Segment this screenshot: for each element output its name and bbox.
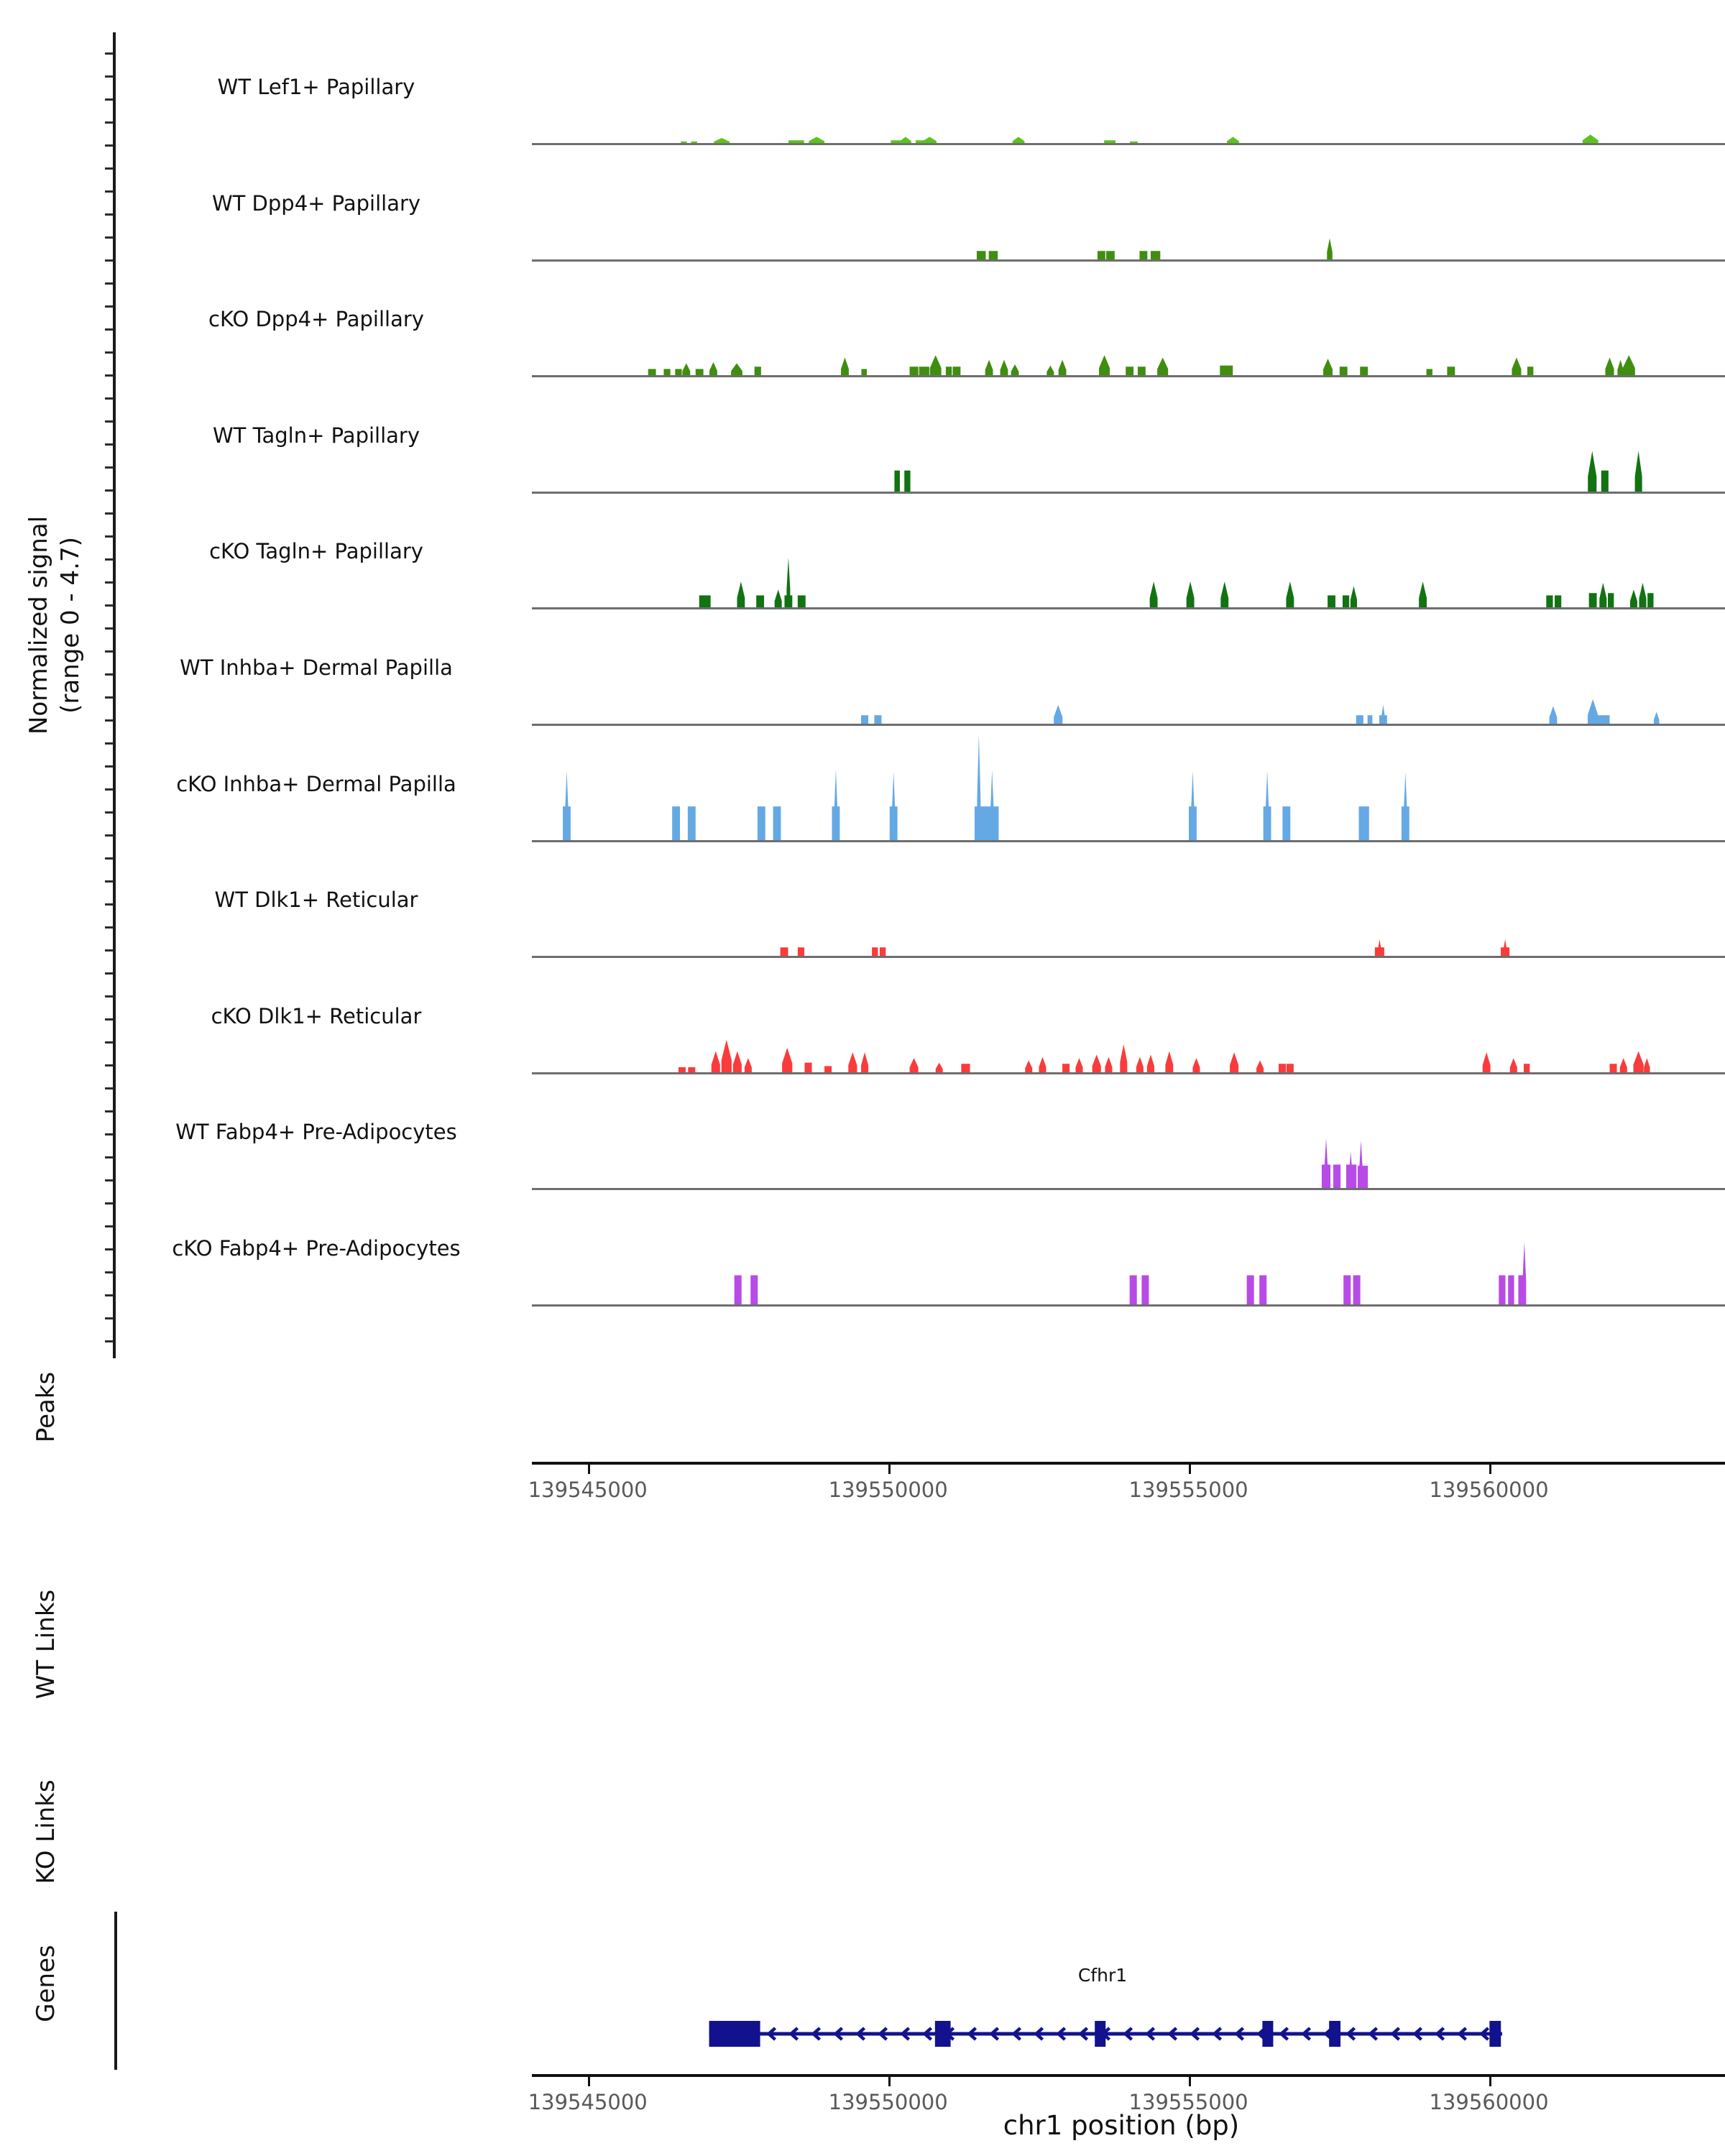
x-axis-tick-label: 139560000 bbox=[1429, 1478, 1549, 1502]
signal-peak bbox=[1025, 1060, 1032, 1073]
signal-peak bbox=[985, 360, 993, 376]
signal-peak bbox=[1059, 360, 1067, 376]
y-axis-tick bbox=[105, 581, 114, 584]
x-axis-tick bbox=[888, 1465, 891, 1474]
y-axis-tick bbox=[105, 1317, 114, 1319]
y-axis-tick bbox=[105, 1133, 114, 1135]
y-axis-tick bbox=[105, 558, 114, 561]
signal-peak bbox=[1617, 360, 1623, 376]
gene-exon bbox=[1489, 2021, 1501, 2047]
coverage-signal-wt-dlk1-reticular bbox=[532, 849, 1725, 957]
signal-peak bbox=[672, 806, 680, 841]
section-label-ko-links: KO Links bbox=[32, 1779, 60, 1884]
signal-peak bbox=[722, 1040, 732, 1073]
y-axis-tick bbox=[105, 811, 114, 814]
signal-peak bbox=[1266, 770, 1269, 840]
section-label-genes: Genes bbox=[32, 1945, 60, 2022]
track-label-wt-inhba-dermal-papilla: WT Inhba+ Dermal Papilla bbox=[180, 655, 453, 680]
y-axis-label-line1: Normalized signal bbox=[24, 515, 53, 735]
signal-peak bbox=[1256, 1060, 1264, 1073]
signal-peak bbox=[782, 1048, 792, 1073]
y-axis-tick bbox=[105, 213, 114, 216]
signal-peak bbox=[1588, 451, 1596, 492]
y-axis-tick bbox=[105, 857, 114, 860]
signal-peak bbox=[1130, 1276, 1137, 1305]
y-axis-tick bbox=[105, 1294, 114, 1296]
signal-peak bbox=[1136, 1056, 1144, 1072]
signal-peak bbox=[1092, 1054, 1101, 1073]
signal-peak bbox=[1343, 1276, 1351, 1305]
signal-peak bbox=[1359, 1141, 1363, 1189]
track-label-wt-lef1-papillary: WT Lef1+ Papillary bbox=[217, 75, 415, 99]
signal-peak bbox=[1508, 1276, 1514, 1305]
x-axis-tick bbox=[588, 1465, 590, 1474]
x-axis-tick bbox=[1189, 2077, 1191, 2086]
signal-peak bbox=[1187, 582, 1195, 609]
coverage-signal-cko-dpp4-papillary bbox=[532, 268, 1725, 376]
signal-peak bbox=[1419, 582, 1427, 609]
signal-peak bbox=[735, 1276, 742, 1305]
signal-peak bbox=[1635, 451, 1642, 492]
signal-peak bbox=[1644, 1058, 1650, 1073]
y-axis-tick bbox=[105, 719, 114, 722]
y-axis-tick bbox=[105, 1041, 114, 1044]
signal-peak bbox=[1634, 1051, 1644, 1072]
signal-peak bbox=[1327, 238, 1333, 259]
signal-peak bbox=[1404, 772, 1407, 841]
track-baseline bbox=[532, 607, 1725, 609]
x-axis-title: chr1 position (bp) bbox=[1003, 2110, 1240, 2141]
signal-peak bbox=[1381, 705, 1385, 724]
y-axis-tick bbox=[105, 788, 114, 791]
signal-peak bbox=[861, 1052, 868, 1073]
signal-peak bbox=[1343, 596, 1349, 609]
signal-peak bbox=[1286, 582, 1294, 609]
section-label-peaks: Peaks bbox=[32, 1371, 60, 1443]
signal-peak bbox=[1351, 586, 1357, 608]
signal-peak bbox=[1349, 1152, 1353, 1189]
y-axis-tick bbox=[105, 397, 114, 400]
signal-peak bbox=[758, 806, 765, 841]
y-axis-tick bbox=[105, 305, 114, 308]
track-label-cko-tagln-papillary: cKO Tagln+ Papillary bbox=[209, 539, 423, 564]
signal-peak bbox=[990, 770, 994, 841]
signal-peak bbox=[709, 362, 717, 376]
signal-peak bbox=[1054, 705, 1062, 724]
signal-peak bbox=[1105, 1056, 1112, 1072]
y-axis-tick bbox=[105, 75, 114, 78]
y-axis-tick bbox=[105, 742, 114, 745]
coverage-signal-cko-dlk1-reticular bbox=[532, 965, 1725, 1073]
signal-peak bbox=[841, 358, 849, 377]
signal-peak bbox=[1654, 711, 1660, 724]
y-axis-tick bbox=[105, 190, 114, 193]
y-axis-tick bbox=[105, 1248, 114, 1250]
signal-y-axis-spine bbox=[113, 32, 116, 1358]
coverage-signal-cko-fabp4-pre-adipocytes bbox=[532, 1197, 1725, 1305]
signal-peak bbox=[565, 770, 569, 840]
signal-peak bbox=[1157, 358, 1168, 377]
signal-peak bbox=[1620, 1058, 1627, 1073]
track-label-wt-fabp4-pre-adipocytes: WT Fabp4+ Pre-Adipocytes bbox=[175, 1120, 457, 1145]
track-baseline bbox=[532, 724, 1725, 726]
coverage-signal-wt-dpp4-papillary bbox=[532, 152, 1725, 260]
coverage-signal-cko-inhba-dermal-papilla bbox=[532, 733, 1725, 841]
track-label-cko-inhba-dermal-papilla: cKO Inhba+ Dermal Papilla bbox=[176, 771, 456, 796]
y-axis-tick bbox=[105, 903, 114, 906]
signal-peak bbox=[1588, 699, 1598, 724]
track-label-cko-dlk1-reticular: cKO Dlk1+ Reticular bbox=[211, 1003, 422, 1028]
coverage-signal-wt-fabp4-pre-adipocytes bbox=[532, 1081, 1725, 1189]
y-axis-tick bbox=[105, 466, 114, 469]
signal-peak bbox=[1601, 470, 1609, 492]
y-axis-tick bbox=[105, 673, 114, 676]
y-axis-tick bbox=[105, 98, 114, 101]
signal-peak bbox=[786, 558, 790, 608]
track-label-cko-dpp4-papillary: cKO Dpp4+ Papillary bbox=[208, 307, 424, 332]
track-baseline bbox=[532, 259, 1725, 262]
signal-peak bbox=[910, 1058, 919, 1073]
signal-peak bbox=[1046, 366, 1054, 376]
signal-peak bbox=[1220, 582, 1228, 609]
y-axis-tick bbox=[105, 1156, 114, 1158]
y-axis-label-line2: (range 0 - 4.7) bbox=[56, 537, 85, 714]
x-axis-tick-label: 139550000 bbox=[828, 2090, 948, 2114]
signal-peak bbox=[1230, 1052, 1238, 1073]
signal-peak bbox=[1499, 1276, 1505, 1305]
signal-peak bbox=[936, 1062, 943, 1072]
y-axis-tick bbox=[105, 351, 114, 354]
signal-peak bbox=[1191, 770, 1195, 840]
signal-peak bbox=[712, 1051, 720, 1072]
signal-peak bbox=[894, 470, 900, 492]
y-axis-tick bbox=[105, 972, 114, 975]
gene-exon bbox=[1262, 2021, 1273, 2047]
signal-peak bbox=[688, 806, 696, 841]
y-axis-tick bbox=[105, 949, 114, 952]
signal-peak bbox=[1147, 1054, 1154, 1073]
x-axis-tick-label: 139545000 bbox=[528, 1478, 648, 1502]
y-axis-tick bbox=[105, 1110, 114, 1112]
y-axis-tick bbox=[105, 535, 114, 538]
y-axis-tick bbox=[105, 604, 114, 607]
signal-peak bbox=[1165, 1051, 1173, 1072]
y-axis-tick bbox=[105, 489, 114, 492]
signal-peak bbox=[1512, 358, 1521, 377]
track-baseline bbox=[532, 1188, 1725, 1190]
y-axis-tick bbox=[105, 1087, 114, 1089]
track-baseline bbox=[532, 1304, 1725, 1307]
signal-peak bbox=[1639, 583, 1646, 608]
signal-peak bbox=[1546, 596, 1552, 609]
x-axis-tick-label: 139555000 bbox=[1128, 1478, 1248, 1502]
signal-peak bbox=[756, 596, 764, 609]
y-axis-tick bbox=[105, 512, 114, 515]
signal-peak bbox=[750, 1276, 758, 1305]
signal-peak bbox=[798, 596, 806, 609]
signal-peak bbox=[1605, 358, 1614, 377]
track-baseline bbox=[532, 492, 1725, 494]
signal-peak bbox=[1150, 582, 1158, 609]
signal-peak bbox=[737, 582, 745, 609]
track-label-cko-fabp4-pre-adipocytes: cKO Fabp4+ Pre-Adipocytes bbox=[172, 1236, 461, 1261]
signal-peak bbox=[1550, 706, 1558, 724]
signal-peak bbox=[1359, 806, 1369, 841]
signal-peak bbox=[1623, 355, 1635, 376]
track-baseline bbox=[532, 840, 1725, 842]
y-axis-tick bbox=[105, 926, 114, 929]
signal-peak bbox=[1522, 1242, 1526, 1305]
gene-name-label: Cfhr1 bbox=[1077, 1965, 1128, 1986]
coverage-signal-wt-tagln-papillary bbox=[532, 384, 1725, 492]
signal-peak bbox=[1192, 1058, 1200, 1073]
signal-peak bbox=[804, 1062, 811, 1072]
gene-exon bbox=[935, 2021, 951, 2047]
y-axis-tick bbox=[105, 650, 114, 653]
gene-exon bbox=[709, 2021, 760, 2047]
signal-peak bbox=[1328, 596, 1335, 609]
gene-exon bbox=[1329, 2021, 1340, 2047]
signal-peak bbox=[733, 1051, 742, 1072]
signal-peak bbox=[930, 355, 942, 376]
gene-exon bbox=[1095, 2021, 1105, 2047]
genes-axis-spine bbox=[114, 1912, 117, 2070]
y-axis-tick bbox=[105, 1202, 114, 1204]
signal-peak bbox=[745, 1058, 752, 1073]
y-axis-tick bbox=[105, 834, 114, 837]
coverage-signal-wt-inhba-dermal-papilla bbox=[532, 617, 1725, 724]
signal-peak bbox=[773, 806, 781, 841]
y-axis-tick bbox=[105, 627, 114, 630]
y-axis-tick bbox=[105, 1179, 114, 1181]
signal-peak bbox=[1630, 590, 1637, 609]
signal-peak bbox=[1039, 1056, 1046, 1072]
y-axis-tick bbox=[105, 121, 114, 124]
signal-peak bbox=[1099, 355, 1110, 376]
y-axis-tick bbox=[105, 52, 114, 55]
gene-model bbox=[532, 2005, 1725, 2063]
y-axis-tick bbox=[105, 374, 114, 377]
track-baseline bbox=[532, 143, 1725, 145]
signal-peak bbox=[904, 470, 910, 492]
coverage-signal-cko-tagln-papillary bbox=[532, 500, 1725, 608]
signal-peak bbox=[1011, 364, 1019, 376]
signal-peak bbox=[892, 772, 896, 841]
signal-peak bbox=[1324, 1138, 1328, 1189]
x-axis-tick bbox=[1189, 1465, 1191, 1474]
track-label-wt-dpp4-papillary: WT Dpp4+ Papillary bbox=[211, 190, 421, 216]
y-axis-tick bbox=[105, 144, 114, 147]
y-axis-tick bbox=[105, 1340, 114, 1342]
signal-peak bbox=[1259, 1276, 1266, 1305]
bottom-x-axis-line bbox=[532, 2074, 1725, 2077]
signal-peak bbox=[1247, 1276, 1254, 1305]
signal-peak bbox=[731, 364, 742, 377]
y-axis-tick bbox=[105, 765, 114, 768]
signal-peak bbox=[699, 596, 711, 609]
y-axis-tick bbox=[105, 1271, 114, 1273]
y-axis-tick bbox=[105, 995, 114, 998]
signal-peak bbox=[682, 364, 690, 377]
signal-peak bbox=[1333, 1165, 1340, 1189]
signal-peak bbox=[1120, 1044, 1127, 1073]
signal-peak bbox=[834, 770, 837, 841]
track-baseline bbox=[532, 375, 1725, 377]
signal-peak bbox=[1378, 939, 1381, 957]
x-axis-tick-label: 139560000 bbox=[1429, 2090, 1549, 2114]
signal-peak bbox=[1483, 1052, 1491, 1073]
y-axis-tick bbox=[105, 236, 114, 239]
signal-peak bbox=[1555, 596, 1561, 609]
signal-peak bbox=[1589, 594, 1597, 609]
y-axis-tick bbox=[105, 259, 114, 262]
y-axis-tick bbox=[105, 1225, 114, 1227]
signal-peak bbox=[1220, 366, 1233, 376]
y-axis-label bbox=[23, 516, 86, 734]
signal-peak bbox=[1000, 360, 1008, 376]
x-axis-tick bbox=[1489, 1465, 1491, 1474]
track-baseline bbox=[532, 956, 1725, 958]
track-label-wt-dlk1-reticular: WT Dlk1+ Reticular bbox=[214, 888, 418, 913]
signal-peak bbox=[1323, 359, 1333, 376]
signal-peak bbox=[1353, 1276, 1361, 1305]
y-axis-tick bbox=[105, 443, 114, 446]
signal-peak bbox=[1599, 583, 1606, 608]
y-axis-tick bbox=[105, 420, 114, 423]
coverage-signal-wt-lef1-papillary bbox=[532, 36, 1725, 144]
y-axis-tick bbox=[105, 167, 114, 170]
y-axis-tick bbox=[105, 1018, 114, 1021]
y-axis-tick bbox=[105, 880, 114, 883]
track-label-wt-tagln-papillary: WT Tagln+ Papillary bbox=[212, 423, 420, 448]
signal-peak bbox=[1608, 594, 1614, 609]
signal-peak bbox=[977, 734, 980, 840]
peaks-x-axis-line bbox=[532, 1462, 1725, 1465]
track-baseline bbox=[532, 1072, 1725, 1074]
signal-peak bbox=[848, 1052, 857, 1073]
x-axis-tick-label: 139545000 bbox=[528, 2090, 648, 2114]
y-axis-tick bbox=[105, 1064, 114, 1067]
y-axis-tick bbox=[105, 282, 114, 285]
signal-peak bbox=[1075, 1058, 1082, 1073]
signal-peak bbox=[1282, 806, 1290, 841]
x-axis-tick bbox=[588, 2077, 590, 2086]
x-axis-tick bbox=[1489, 2077, 1491, 2086]
y-axis-tick bbox=[105, 328, 114, 331]
x-axis-tick-label: 139550000 bbox=[828, 1478, 948, 1502]
signal-peak bbox=[1510, 1058, 1517, 1073]
signal-peak bbox=[1141, 1276, 1149, 1305]
signal-peak bbox=[1647, 594, 1653, 609]
signal-peak bbox=[775, 590, 782, 609]
y-axis-tick bbox=[105, 696, 114, 699]
signal-peak bbox=[1504, 939, 1507, 957]
x-axis-tick bbox=[888, 2077, 891, 2086]
x-axis-tick-label: 139555000 bbox=[1128, 2090, 1248, 2114]
section-label-wt-links: WT Links bbox=[32, 1589, 60, 1700]
